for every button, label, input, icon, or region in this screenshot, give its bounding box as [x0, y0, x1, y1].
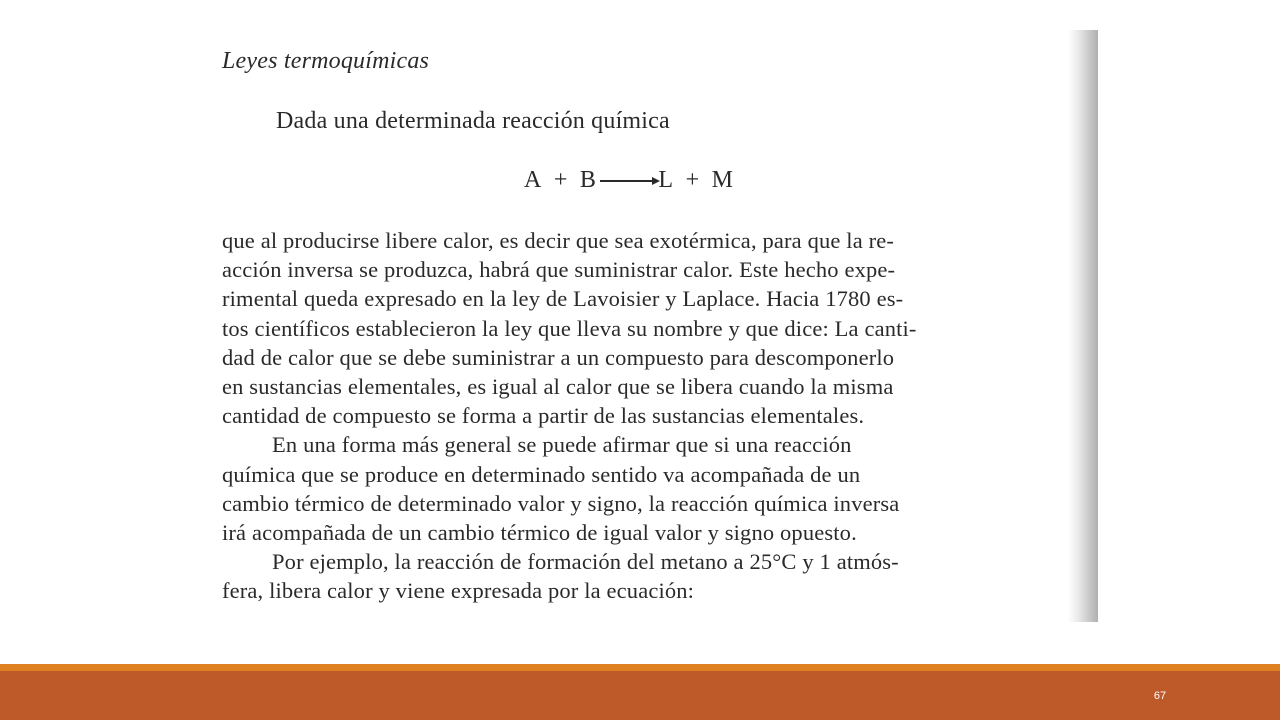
text-line: que al producirse libere calor, es decir que sea exotérmica, para que la re- [222, 228, 895, 253]
text-line: En una forma más general se puede afirmar que si una reacción [272, 432, 852, 458]
scanned-page-image [210, 30, 1098, 622]
reaction-arrow-icon [600, 180, 658, 182]
footer-accent-line [0, 664, 1280, 671]
text-line: Por ejemplo, la reacción de formación del metano a 25°C y 1 atmós- [272, 549, 899, 575]
text-line: irá acompañada de un cambio térmico de igual valor y signo opuesto. [222, 520, 857, 546]
slide-number: 67 [1153, 690, 1167, 702]
reactant-a: A [524, 167, 542, 193]
footer-bar [0, 671, 1280, 720]
lead-sentence: Dada una determinada reacción química [276, 108, 670, 134]
page-binding-shadow [1068, 30, 1098, 622]
text-line: química que se produce en determinado sentido va acompañada de un [222, 461, 861, 487]
text-line: acción inversa se produzca, habrá que suministrar calor. Este hecho expe- [222, 257, 896, 283]
plus-sign: + [553, 167, 568, 193]
text-line: dad de calor que se debe suministrar a un compuesto para descomponerlo [222, 344, 895, 370]
product-m: M [711, 167, 734, 193]
product-l: L [658, 167, 674, 193]
text-line: tos científicos establecieron la ley que lleva su nombre y que dice: La canti- [222, 315, 917, 341]
text-line: cantidad de compuesto se forma a partir de las sustancias elementales. [222, 403, 865, 429]
text-line: fera, libera calor y viene expresada por la ecuación: [222, 578, 695, 604]
text-line: en sustancias elementales, es igual al calor que se libera cuando la misma [222, 374, 894, 400]
reactant-b: B [579, 167, 597, 193]
text-line: rimental queda expresado en la ley de Lavoisier y Laplace. Hacia 1780 es- [222, 286, 904, 312]
section-heading: Leyes termoquímicas [222, 48, 430, 74]
plus-sign: + [685, 167, 700, 193]
text-line: cambio térmico de determinado valor y signo, la reacción química inversa [222, 490, 900, 516]
body-text [222, 226, 1082, 606]
chemical-equation [524, 167, 733, 194]
